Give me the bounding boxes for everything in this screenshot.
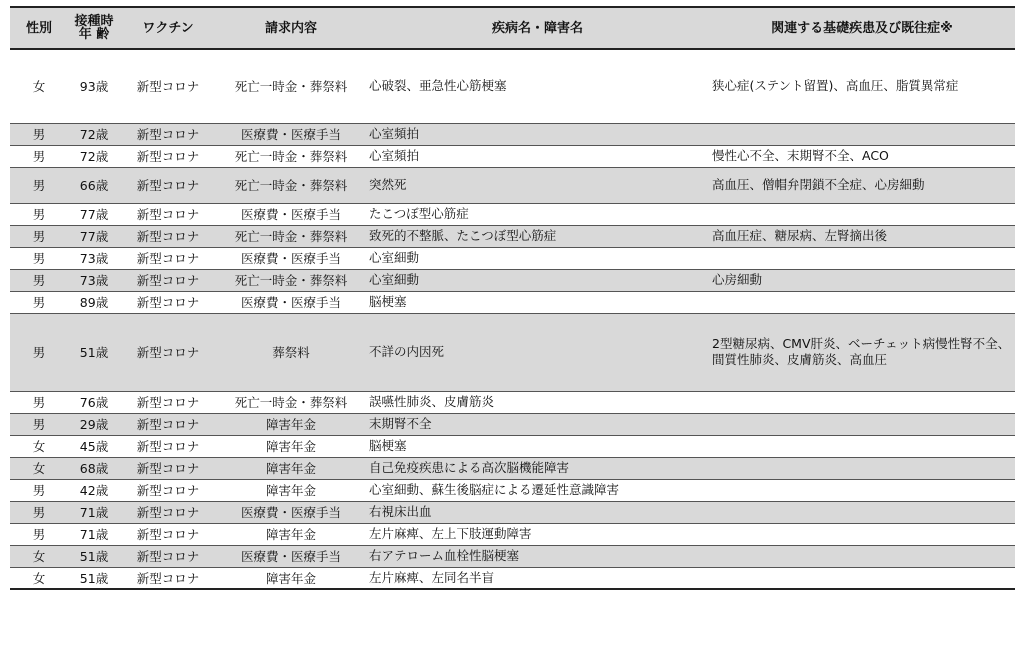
cell-claim: 死亡一時金・葬祭料	[216, 167, 366, 203]
table-row	[10, 203, 1015, 225]
table-row	[10, 479, 1015, 501]
cell-claim: 障害年金	[216, 457, 366, 479]
cell-disease: 左片麻痺、左上下肢運動障害	[366, 523, 709, 545]
cell-history	[709, 479, 1015, 501]
cell-disease: 左片麻痺、左同名半盲	[366, 567, 709, 589]
cell-vaccine: 新型コロナ	[120, 567, 216, 589]
table-row	[10, 225, 1015, 247]
cell-vaccine: 新型コロナ	[120, 501, 216, 523]
cell-disease: 心破裂、亜急性心筋梗塞	[366, 49, 709, 123]
cell-claim: 障害年金	[216, 435, 366, 457]
cell-vaccine: 新型コロナ	[120, 167, 216, 203]
cell-vaccine: 新型コロナ	[120, 391, 216, 413]
cell-age: 71歳	[68, 523, 120, 545]
cell-sex: 男	[10, 501, 68, 523]
header-age-line1: 接種時	[74, 14, 114, 29]
cell-history: 2型糖尿病、CMV肝炎、ベーチェット病慢性腎不全、間質性肺炎、皮膚筋炎、高血圧	[709, 313, 1015, 391]
cell-sex: 男	[10, 313, 68, 391]
cell-history: 狭心症(ステント留置)、高血圧、脂質異常症	[709, 49, 1015, 123]
cell-vaccine: 新型コロナ	[120, 523, 216, 545]
cell-disease: 右アテローム血栓性脳梗塞	[366, 545, 709, 567]
cell-vaccine: 新型コロナ	[120, 457, 216, 479]
cell-history	[709, 391, 1015, 413]
cell-sex: 男	[10, 123, 68, 145]
cell-claim: 障害年金	[216, 479, 366, 501]
cell-claim: 障害年金	[216, 413, 366, 435]
cell-claim: 医療費・医療手当	[216, 123, 366, 145]
cell-age: 45歳	[68, 435, 120, 457]
cell-history	[709, 501, 1015, 523]
cell-claim: 医療費・医療手当	[216, 291, 366, 313]
cell-vaccine: 新型コロナ	[120, 123, 216, 145]
cell-sex: 男	[10, 413, 68, 435]
cell-sex: 男	[10, 269, 68, 291]
cell-history	[709, 567, 1015, 589]
cell-sex: 男	[10, 391, 68, 413]
cell-age: 66歳	[68, 167, 120, 203]
cell-disease: 自己免疫疾患による高次脳機能障害	[366, 457, 709, 479]
cell-disease: 末期腎不全	[366, 413, 709, 435]
cell-claim: 障害年金	[216, 567, 366, 589]
cell-sex: 男	[10, 479, 68, 501]
cell-disease: 突然死	[366, 167, 709, 203]
table-row	[10, 291, 1015, 313]
cell-claim: 医療費・医療手当	[216, 501, 366, 523]
cell-sex: 女	[10, 457, 68, 479]
cell-vaccine: 新型コロナ	[120, 49, 216, 123]
cell-claim: 死亡一時金・葬祭料	[216, 225, 366, 247]
cell-claim: 死亡一時金・葬祭料	[216, 49, 366, 123]
cell-history: 慢性心不全、末期腎不全、ACO	[709, 145, 1015, 167]
cell-age: 89歳	[68, 291, 120, 313]
cell-sex: 女	[10, 567, 68, 589]
cell-history: 高血圧症、糖尿病、左腎摘出後	[709, 225, 1015, 247]
cell-age: 73歳	[68, 247, 120, 269]
cell-age: 51歳	[68, 545, 120, 567]
table-row	[10, 313, 1015, 391]
table-row	[10, 501, 1015, 523]
cell-disease: 心室頻拍	[366, 123, 709, 145]
cell-vaccine: 新型コロナ	[120, 435, 216, 457]
table-row	[10, 247, 1015, 269]
cell-sex: 男	[10, 291, 68, 313]
cell-vaccine: 新型コロナ	[120, 313, 216, 391]
table-row	[10, 567, 1015, 589]
cell-disease: 脳梗塞	[366, 291, 709, 313]
header-vaccine: ワクチン	[120, 7, 216, 49]
cell-vaccine: 新型コロナ	[120, 291, 216, 313]
header-claim: 請求内容	[216, 7, 366, 49]
cell-age: 71歳	[68, 501, 120, 523]
cell-age: 51歳	[68, 567, 120, 589]
cell-history	[709, 457, 1015, 479]
header-history: 関連する基礎疾患及び既往症※	[709, 7, 1015, 49]
cell-claim: 葬祭料	[216, 313, 366, 391]
cell-history	[709, 523, 1015, 545]
cell-history: 高血圧、僧帽弁閉鎖不全症、心房細動	[709, 167, 1015, 203]
cell-vaccine: 新型コロナ	[120, 413, 216, 435]
cell-vaccine: 新型コロナ	[120, 269, 216, 291]
cell-history	[709, 545, 1015, 567]
cell-age: 29歳	[68, 413, 120, 435]
header-row	[10, 7, 1015, 49]
table-row	[10, 269, 1015, 291]
table-row	[10, 167, 1015, 203]
header-disease: 疾病名・障害名	[366, 7, 709, 49]
cell-disease: 心室細動	[366, 247, 709, 269]
cell-disease: 心室頻拍	[366, 145, 709, 167]
cell-disease: 心室細動、蘇生後脳症による遷延性意識障害	[366, 479, 709, 501]
cell-age: 77歳	[68, 203, 120, 225]
cell-sex: 女	[10, 435, 68, 457]
cell-sex: 男	[10, 145, 68, 167]
cell-history	[709, 291, 1015, 313]
cell-claim: 死亡一時金・葬祭料	[216, 145, 366, 167]
cell-sex: 男	[10, 167, 68, 203]
cell-disease: 不詳の内因死	[366, 313, 709, 391]
cell-history	[709, 123, 1015, 145]
cell-age: 68歳	[68, 457, 120, 479]
table-row	[10, 391, 1015, 413]
cell-history	[709, 413, 1015, 435]
cell-age: 93歳	[68, 49, 120, 123]
cell-age: 72歳	[68, 123, 120, 145]
cell-vaccine: 新型コロナ	[120, 247, 216, 269]
table-row	[10, 413, 1015, 435]
cell-disease: 脳梗塞	[366, 435, 709, 457]
cell-age: 77歳	[68, 225, 120, 247]
header-age-line2: 年 齢	[78, 27, 110, 42]
cell-claim: 医療費・医療手当	[216, 247, 366, 269]
relief-claims-table	[10, 6, 1015, 590]
cell-vaccine: 新型コロナ	[120, 479, 216, 501]
table-row	[10, 457, 1015, 479]
cell-sex: 男	[10, 523, 68, 545]
table-header	[10, 7, 1015, 49]
cell-age: 42歳	[68, 479, 120, 501]
cell-history	[709, 203, 1015, 225]
cell-history: 心房細動	[709, 269, 1015, 291]
cell-history	[709, 247, 1015, 269]
table-row	[10, 523, 1015, 545]
cell-disease: 右視床出血	[366, 501, 709, 523]
header-sex: 性別	[10, 7, 68, 49]
cell-claim: 医療費・医療手当	[216, 203, 366, 225]
cell-vaccine: 新型コロナ	[120, 145, 216, 167]
cell-sex: 女	[10, 49, 68, 123]
cell-claim: 死亡一時金・葬祭料	[216, 391, 366, 413]
cell-age: 72歳	[68, 145, 120, 167]
table-row	[10, 123, 1015, 145]
table-body	[10, 49, 1015, 589]
cell-sex: 男	[10, 225, 68, 247]
cell-sex: 男	[10, 247, 68, 269]
table-row	[10, 145, 1015, 167]
cell-sex: 女	[10, 545, 68, 567]
cell-sex: 男	[10, 203, 68, 225]
cell-claim: 障害年金	[216, 523, 366, 545]
cell-age: 73歳	[68, 269, 120, 291]
table-row	[10, 49, 1015, 123]
cell-disease: 心室細動	[366, 269, 709, 291]
cell-claim: 医療費・医療手当	[216, 545, 366, 567]
header-age	[68, 7, 120, 49]
cell-age: 51歳	[68, 313, 120, 391]
cell-vaccine: 新型コロナ	[120, 225, 216, 247]
cell-claim: 死亡一時金・葬祭料	[216, 269, 366, 291]
table-row	[10, 545, 1015, 567]
cell-vaccine: 新型コロナ	[120, 203, 216, 225]
cell-disease: 誤嚥性肺炎、皮膚筋炎	[366, 391, 709, 413]
cell-history	[709, 435, 1015, 457]
cell-vaccine: 新型コロナ	[120, 545, 216, 567]
table-row	[10, 435, 1015, 457]
cell-disease: たこつぼ型心筋症	[366, 203, 709, 225]
cell-age: 76歳	[68, 391, 120, 413]
cell-disease: 致死的不整脈、たこつぼ型心筋症	[366, 225, 709, 247]
